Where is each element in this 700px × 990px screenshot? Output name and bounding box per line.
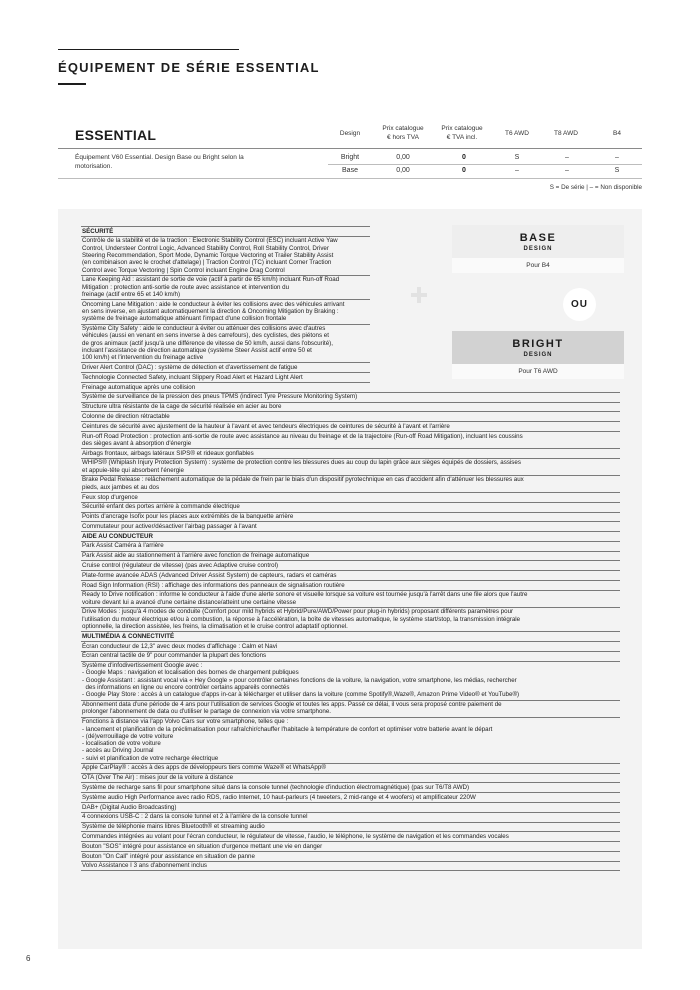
feature-row bbox=[81, 813, 620, 823]
section-heading bbox=[81, 532, 620, 542]
feature-line: pieds, aux jambes et au dos bbox=[82, 483, 160, 491]
feature-line: - Google Play Store : accès à un catalogue d'apps in-car à télécharger et utiliser dans la voiture (comme Spotify®,Waze®, Amazon Prime Video® et YouTube®) bbox=[82, 691, 520, 699]
page-title: ÉQUIPEMENT DE SÉRIE ESSENTIAL bbox=[58, 60, 320, 75]
table-bottom-rule bbox=[58, 178, 642, 179]
feature-row bbox=[81, 513, 620, 523]
header-t6-awd: T6 AWD bbox=[505, 130, 529, 137]
header-t8-awd: T8 AWD bbox=[554, 130, 578, 137]
feature-line: de gros animaux (actif jusqu'à une différence de vitesse de 50 km/h, aussi dans l'obscurité), bbox=[82, 339, 333, 347]
feature-row bbox=[81, 276, 370, 300]
feature-line: Système de surveillance de la pression des pneus TPMS (indirect Tyre Pressure Monitoring System) bbox=[82, 393, 358, 401]
feature-row bbox=[81, 542, 620, 552]
pricing-table bbox=[58, 112, 642, 196]
feature-line: Ceintures de sécurité avec ajustement de la hauteur à l'avant et avec tendeurs électriques de ceintures de sécurité à l'avant et l'arrière bbox=[82, 422, 450, 430]
page-number: 6 bbox=[26, 954, 31, 963]
feature-line: prolonger l'abonnement de data ou d'utiliser le partage de connexion via votre smartphone. bbox=[82, 708, 331, 716]
feature-line: Brake Pedal Release : relâchement automatique de la pédale de frein par le biais d'un dispositif pyrotechnique en cas d'accident afin d'atténuer les blessures aux bbox=[82, 476, 524, 484]
row-price-ht: 0,00 bbox=[396, 154, 410, 161]
feature-line: Oncoming Lane Mitigation : aide le conducteur à éviter les collisions avec des véhicules arrivant bbox=[82, 300, 345, 308]
feature-line: Colonne de direction rétractable bbox=[82, 412, 170, 420]
feature-line: - (dé)verrouillage de votre voiture bbox=[82, 732, 174, 740]
feature-row bbox=[81, 325, 370, 364]
feature-row bbox=[81, 608, 620, 632]
feature-line: Plate-forme avancée ADAS (Advanced Driver Assist System) de capteurs, radars et caméras bbox=[82, 571, 337, 579]
feature-row bbox=[81, 432, 620, 449]
feature-line: des sièges avant à absorption d'énergie bbox=[82, 439, 192, 447]
feature-line: Drive Modes : jusqu'à 4 modes de conduite (Comfort pour mild hybrids et Hybrid/Pure/AWD/Power pour plug-in hybrids) proposant différents paramètres pour bbox=[82, 608, 514, 616]
feature-line: DAB+ (Digital Audio Broadcasting) bbox=[82, 803, 177, 811]
feature-line: Fonctions à distance via l'app Volvo Cars sur votre smartphone, telles que : bbox=[82, 718, 289, 726]
header-design: Design bbox=[339, 130, 361, 137]
row-t6: S bbox=[514, 154, 520, 161]
feature-row bbox=[81, 803, 620, 813]
feature-row bbox=[81, 793, 620, 803]
row-b4: S bbox=[614, 167, 620, 174]
feature-line: des informations en ligne ou encore contrôler certains appareils connectés bbox=[82, 684, 290, 692]
feature-line: voiture devant lui a avancé d'une certaine distance/atteint une certaine vitesse bbox=[82, 598, 297, 606]
feature-row bbox=[81, 476, 620, 493]
feature-line: (en combinaison avec le crochet d'attelage) | Traction Control (TC) incluant Corner Traction bbox=[82, 259, 332, 267]
feature-row bbox=[81, 373, 370, 383]
header-b4: B4 bbox=[613, 130, 621, 137]
feature-line: l'utilisation du moteur électrique et/ou à combustion, la réponse à l'accélération, la boîte de vitesses automatique, le système start/stop, la transmission intégrale bbox=[82, 615, 521, 623]
feature-row bbox=[81, 493, 620, 503]
feature-line: - lancement et planification de la préclimatisation pour rafraîchir/chauffer l'habitacle à température de confort et optimiser votre batterie avant le départ bbox=[82, 725, 493, 733]
essential-label: ESSENTIAL bbox=[75, 127, 157, 143]
feature-row bbox=[81, 701, 620, 718]
feature-line: Système de recharge sans fil pour smartphone situé dans la console tunnel (technologie d'induction électromagnétique) (pas sur T6/T8 AWD) bbox=[82, 784, 470, 792]
feature-row bbox=[81, 503, 620, 513]
row-rule bbox=[328, 164, 642, 165]
feature-line: et appuie-tête qui absorbent l'énergie bbox=[82, 466, 184, 474]
feature-line: - localisation de votre voiture bbox=[82, 740, 161, 748]
top-rule bbox=[58, 49, 239, 50]
feature-line: Lane Keeping Aid : assistant de sortie de voie (actif à partir de 65 km/h) incluant Run-off Road bbox=[82, 276, 340, 284]
feature-line: Road Sign Information (RSI) : affichage des informations des panneaux de signalisation routière bbox=[82, 581, 345, 589]
feature-line: Mitigation : protection anti-sortie de route avec assistance et intervention du bbox=[82, 283, 290, 291]
feature-row bbox=[81, 764, 620, 774]
feature-line: Contrôle de la stabilité et de la traction : Electronic Stability Control (ESC) incluant Active Yaw bbox=[82, 237, 338, 245]
feature-line: Commandes intégrées au volant pour l'écran conducteur, le régulateur de vitesse, l'audio, le téléphone, le système de navigation et les commandes vocales bbox=[82, 832, 509, 840]
feature-line: Système City Safety : aide le conducteur à éviter ou atténuer des collisions avec d'autres bbox=[82, 325, 326, 333]
feature-row bbox=[81, 363, 370, 373]
row-t8: – bbox=[565, 167, 569, 174]
feature-line: Park Assist aide au stationnement à l'arrière avec fonction de freinage automatique bbox=[82, 552, 310, 560]
feature-row bbox=[81, 422, 620, 432]
feature-row bbox=[81, 459, 620, 476]
feature-line: Cruise control (régulateur de vitesse) (pas avec Adaptive cruise control) bbox=[82, 562, 279, 570]
base-sub: DESIGN bbox=[523, 245, 553, 252]
feature-row bbox=[81, 852, 620, 862]
feature-row bbox=[81, 403, 620, 413]
plus-icon bbox=[411, 287, 427, 303]
feature-line: - suivi et planification de votre recharge électrique bbox=[82, 754, 219, 762]
header-price-ttc: Prix catalogue € TVA incl. bbox=[441, 125, 483, 141]
feature-line: 100 km/h) et l'intervention du freinage active bbox=[82, 354, 204, 362]
row-design: Base bbox=[342, 167, 358, 174]
feature-line: Steering Recommendation, Sport Mode, Dynamic Torque Vectoring et Trailer Stability Assist bbox=[82, 251, 334, 259]
features-list bbox=[81, 226, 620, 871]
feature-row bbox=[81, 642, 620, 652]
feature-line: optionnelle, la direction assistée, les freins, la climatisation et le cruise control adaptatif optionnel. bbox=[82, 623, 348, 631]
feature-row bbox=[81, 783, 620, 793]
feature-line: Bouton "On Call" intégré pour assistance en situation de panne bbox=[82, 852, 255, 860]
feature-line: Système audio High Performance avec radio RDS, radio Internet, 10 haut-parleurs (4 tweeters, 2 mid-range et 4 woofers) et amplificateur 220W bbox=[82, 793, 476, 801]
section-heading bbox=[81, 226, 370, 237]
feature-line: Abonnement data d'une période de 4 ans pour l'utilisation de services Google et toutes les apps. Passé ce délai, il vous sera proposé contre paiement de bbox=[82, 701, 502, 709]
feature-line: Technologie Connected Safety, incluant Slippery Road Alert et Hazard Light Alert bbox=[82, 373, 303, 381]
feature-line: Driver Alert Control (DAC) : système de détection et d'avertissement de fatigue bbox=[82, 364, 298, 372]
feature-row bbox=[81, 842, 620, 852]
feature-line: Points d'ancrage Isofix pour les places aux extrémités de la banquette arrière bbox=[82, 513, 294, 521]
feature-line: Système de téléphonie mains libres Bluetooth® et streaming audio bbox=[82, 823, 265, 831]
feature-row bbox=[81, 774, 620, 784]
feature-line: Freinage automatique après une collision bbox=[82, 383, 196, 391]
feature-line: Ready to Drive notification : informe le conducteur à l'aide d'une alerte sonore et visuelle lorsque sa voiture est tournée jusqu'à l'arrêt dans une file alors que l'autre bbox=[82, 591, 528, 599]
feature-line: MULTIMÉDIA & CONNECTIVITÉ bbox=[82, 632, 175, 640]
feature-line: Airbags frontaux, airbags latéraux SIPS® et rideaux gonflables bbox=[82, 449, 254, 457]
feature-line: Bouton "SOS" intégré pour assistance en situation d'urgence mettant une vie en danger bbox=[82, 842, 323, 850]
row-price-ttc: 0 bbox=[462, 167, 466, 174]
row-price-ht: 0,00 bbox=[396, 167, 410, 174]
feature-row bbox=[81, 571, 620, 581]
features-wide-list bbox=[81, 383, 620, 871]
feature-line: Control avec Torque Vectoring | Spin Control incluant Engine Drag Control bbox=[82, 266, 285, 274]
feature-row bbox=[81, 237, 370, 276]
feature-line: Volvo Assistance I 3 ans d'abonnement inclus bbox=[82, 862, 208, 870]
feature-line: Structure ultra résistante de la cage de sécurité réalisée en acier au bore bbox=[82, 403, 282, 411]
feature-row bbox=[81, 591, 620, 608]
feature-row bbox=[81, 412, 620, 422]
feature-line: OTA (Over The Air) : mises jour de la voiture à distance bbox=[82, 774, 234, 782]
feature-line: - Google Assistant : assistant vocal via « Hey Google » pour contrôler certaines fonctions de la voiture, la navigation, votre smartphone, les médias, rechercher bbox=[82, 676, 517, 684]
base-for: Pour B4 bbox=[452, 258, 624, 273]
features-panel bbox=[58, 209, 642, 949]
feature-row bbox=[81, 823, 620, 833]
bright-for: Pour T6 AWD bbox=[452, 364, 624, 379]
row-b4: – bbox=[615, 154, 619, 161]
feature-line: 4 connexions USB-C : 2 dans la console tunnel et 2 à l'arrière de la console tunnel bbox=[82, 813, 308, 821]
feature-line: WHIPS® (Whiplash Injury Protection System) : système de protection contre les blessures dues au coup du lapin grâce aux sièges équipés de dossiers, assises bbox=[82, 459, 521, 467]
base-design-badge bbox=[452, 225, 624, 273]
pricing-description: Équipement V60 Essential. Design Base ou Bright selon la motorisation. bbox=[75, 154, 244, 170]
feature-line: Écran central tactile de 9" pour commander la plupart des fonctions bbox=[82, 652, 267, 660]
feature-row bbox=[81, 832, 620, 842]
feature-line: Sécurité enfant des portes arrière à commande électrique bbox=[82, 503, 240, 511]
feature-row bbox=[81, 449, 620, 459]
feature-row bbox=[81, 862, 620, 872]
feature-line: système de freinage automatique atténuant l'impact d'une collision frontale bbox=[82, 315, 287, 323]
feature-line: Apple CarPlay® : accès à des apps de développeurs tiers comme Waze® et WhatsApp® bbox=[82, 764, 326, 772]
feature-row bbox=[81, 393, 620, 403]
bright-name: BRIGHT bbox=[512, 337, 564, 350]
feature-row bbox=[81, 561, 620, 571]
feature-line: incluant l'assistance de direction automatique (système Steer Assist actif entre 50 et bbox=[82, 346, 312, 354]
feature-line: Run-off Road Protection : protection anti-sortie de route avec assistance au niveau du freinage et de la trajectoire (Run-off Road Mitigation), incluant les coussins bbox=[82, 432, 523, 440]
feature-row bbox=[81, 581, 620, 591]
feature-row bbox=[81, 718, 620, 764]
feature-line: en sens inverse, en ajustant automatiquement la direction & Oncoming Mitigation by Braking : bbox=[82, 308, 339, 316]
feature-row bbox=[81, 522, 620, 532]
base-name: BASE bbox=[519, 231, 557, 244]
row-t8: – bbox=[565, 154, 569, 161]
row-price-ttc: 0 bbox=[462, 154, 466, 161]
header-price-ht: Prix catalogue € hors TVA bbox=[382, 125, 424, 141]
bright-design-badge bbox=[452, 331, 624, 379]
section-heading bbox=[81, 632, 620, 642]
feature-line: Park Assist Caméra à l'arrière bbox=[82, 542, 164, 550]
feature-line: AIDE AU CONDUCTEUR bbox=[82, 532, 153, 540]
feature-line: - Google Maps : navigation et localisation des bornes de chargement publiques bbox=[82, 669, 299, 677]
feature-line: Feux stop d'urgence bbox=[82, 493, 138, 501]
feature-line: Système d'infodivertissement Google avec : bbox=[82, 662, 203, 670]
feature-line: freinage (actif entre 65 et 140 km/h) bbox=[82, 290, 181, 298]
feature-line: Écran conducteur de 12,3" avec deux modes d'affichage : Calm et Navi bbox=[82, 642, 278, 650]
feature-line: véhicules (aussi en venant en sens inverse à des carrefours), des cyclistes, des piétons et bbox=[82, 332, 329, 340]
feature-line: SÉCURITÉ bbox=[82, 227, 114, 235]
feature-row bbox=[81, 652, 620, 662]
feature-line: - accès au Driving Journal bbox=[82, 747, 154, 755]
legend: S = De série | – = Non disponible bbox=[549, 184, 642, 191]
row-design: Bright bbox=[340, 154, 360, 161]
feature-row bbox=[81, 300, 370, 324]
feature-row bbox=[81, 383, 620, 393]
bright-sub: DESIGN bbox=[523, 351, 553, 358]
feature-line: Control, Understeer Control Logic, Advanced Stability Control, Roll Stability Control, Driver bbox=[82, 244, 329, 252]
feature-row bbox=[81, 552, 620, 562]
or-circle: OU bbox=[563, 288, 596, 321]
feature-row bbox=[81, 662, 620, 701]
row-t6: – bbox=[515, 167, 519, 174]
title-underline bbox=[58, 83, 86, 85]
feature-line: Commutateur pour activer/désactiver l'airbag passager à l'avant bbox=[82, 522, 257, 530]
table-header-rule bbox=[58, 148, 642, 149]
